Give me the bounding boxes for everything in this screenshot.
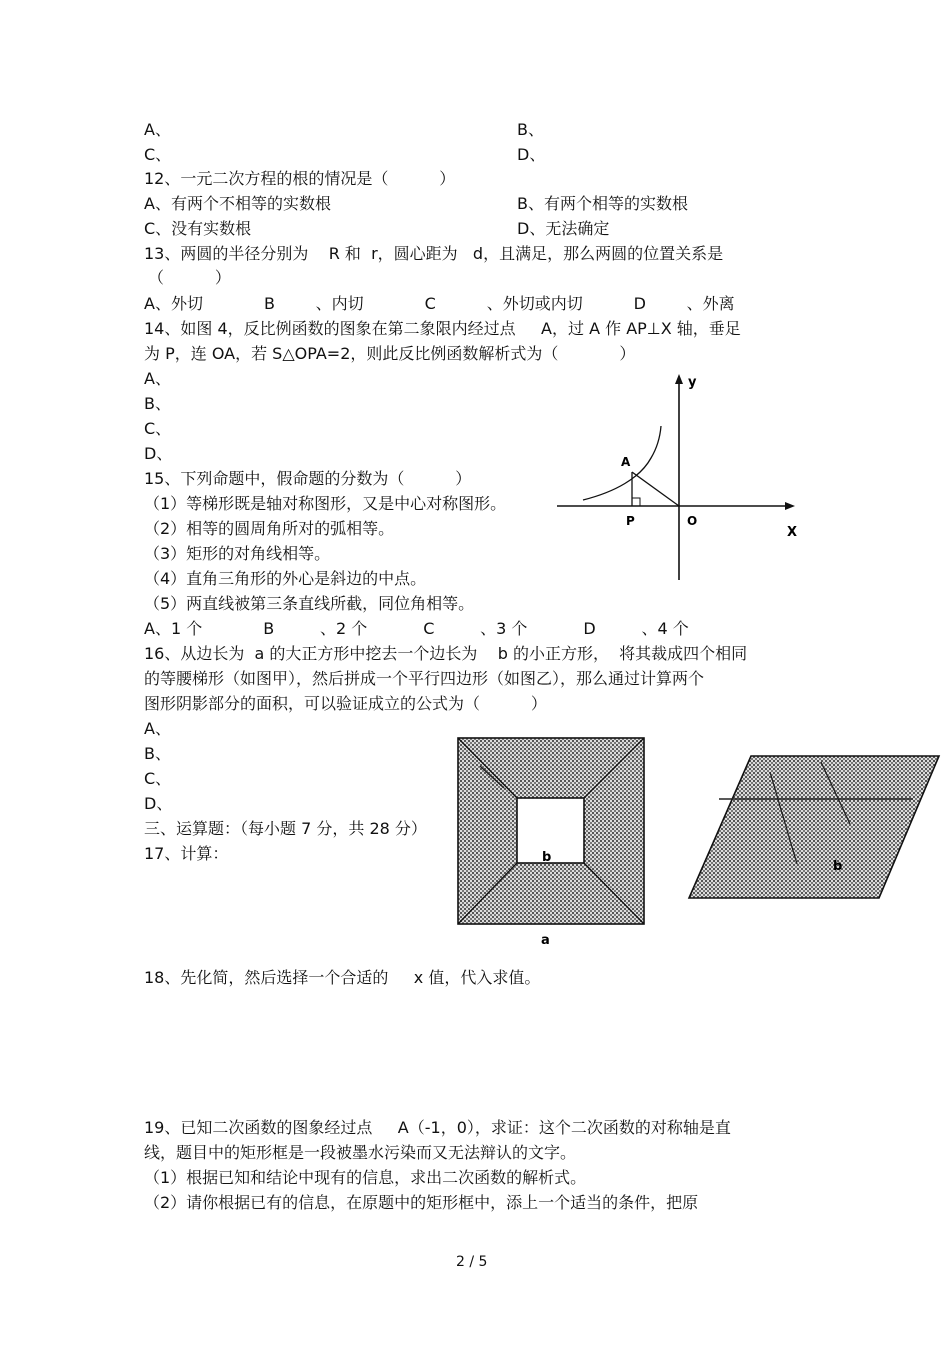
point-o-label: O <box>687 514 698 528</box>
label-b: b <box>833 859 843 874</box>
q16-stem-3: 图形阴影部分的面积，可以验证成立的公式为（ ） <box>144 694 547 713</box>
right-angle-mark <box>632 498 640 506</box>
q12-stem: 12、一元二次方程的根的情况是（ ） <box>144 169 456 188</box>
point-a-label: A <box>621 455 631 469</box>
q19-stem: 19、已知二次函数的图象经过点 A（-1，0），求证：这个二次函数的对称轴是直 <box>144 1118 731 1137</box>
q16-stem-2: 的等腰梯形（如图甲），然后拼成一个平行四边形（如图乙），那么通过计算两个 <box>144 669 705 688</box>
q11-option-c: C、 <box>144 145 172 164</box>
q15-statement-3: （3）矩形的对角线相等。 <box>144 544 331 563</box>
q15-statement-4: （4）直角三角形的外心是斜边的中点。 <box>144 569 427 588</box>
x-label: X <box>787 525 798 540</box>
q11-option-d: D、 <box>517 145 546 164</box>
q16-stem: 16、从边长为 a 的大正方形中挖去一个边长为 b 的小正方形， 将其裁成四个相同 <box>144 644 748 663</box>
q18-stem: 18、先化简，然后选择一个合适的 x 值，代入求值。 <box>144 968 541 987</box>
inverse-proportion-graph <box>555 368 805 583</box>
q12-option-a: A、有两个不相等的实数根 <box>144 194 331 213</box>
q15-stem: 15、下列命题中，假命题的分数为（ ） <box>144 469 472 488</box>
point-p-label: P <box>626 514 635 528</box>
q19-stem-2: 线，题目中的矩形框是一段被墨水污染而又无法辩认的文字。 <box>144 1143 577 1162</box>
q13-options: A、外切 B 、内切 C 、外切或内切 D 、外离 <box>144 294 735 313</box>
q17-stem: 17、计算： <box>144 844 229 863</box>
q16-option-d: D、 <box>144 794 173 813</box>
q14-option-c: C、 <box>144 419 172 438</box>
q15-options: A、1 个 B 、2 个 C 、3 个 D 、4 个 <box>144 619 689 638</box>
q15-statement-1: （1）等梯形既是轴对称图形，又是中心对称图形。 <box>144 494 507 513</box>
q14-stem-2: 为 P，连 OA，若 S△OPA=2，则此反比例函数解析式为（ ） <box>144 344 636 363</box>
q19-part-1: （1）根据已知和结论中现有的信息，求出二次函数的解析式。 <box>144 1168 587 1187</box>
q13-stem-blank: （ ） <box>148 268 231 287</box>
q12-option-c: C、没有实数根 <box>144 219 252 238</box>
q15-statement-5: （5）两直线被第三条直线所截，同位角相等。 <box>144 594 475 613</box>
page-number: 2 / 5 <box>456 1254 488 1270</box>
y-label: y <box>688 375 697 390</box>
q16-option-a: A、 <box>144 719 171 738</box>
parallelogram-shape <box>689 756 939 898</box>
label-a: a <box>541 933 550 948</box>
figure-square-with-hole <box>452 732 652 950</box>
label-b: b <box>542 850 552 865</box>
q16-option-c: C、 <box>144 769 172 788</box>
q13-stem: 13、两圆的半径分别为 R 和 r，圆心距为 d，且满足，那么两圆的位置关系是 <box>144 244 724 263</box>
y-axis-arrow <box>675 374 683 384</box>
q11-option-b: B、 <box>517 120 544 139</box>
q14-option-b: B、 <box>144 394 171 413</box>
q14-stem: 14、如图 4，反比例函数的图象在第二象限内经过点 A，过 A 作 AP⊥X 轴，垂足 <box>144 319 741 338</box>
q11-option-a: A、 <box>144 120 171 139</box>
figure-parallelogram <box>685 752 945 904</box>
q15-statement-2: （2）相等的圆周角所对的弧相等。 <box>144 519 395 538</box>
q12-option-d: D、无法确定 <box>517 219 610 238</box>
q12-option-b: B、有两个相等的实数根 <box>517 194 688 213</box>
x-axis-arrow <box>785 502 795 510</box>
q16-option-b: B、 <box>144 744 171 763</box>
section-3-title: 三、运算题：（每小题 7 分，共 28 分） <box>144 819 427 838</box>
q14-option-a: A、 <box>144 369 171 388</box>
q19-part-2: （2）请你根据已有的信息，在原题中的矩形框中，添上一个适当的条件，把原 <box>144 1193 699 1212</box>
q14-option-d: D、 <box>144 444 173 463</box>
segment-ao <box>632 472 679 506</box>
